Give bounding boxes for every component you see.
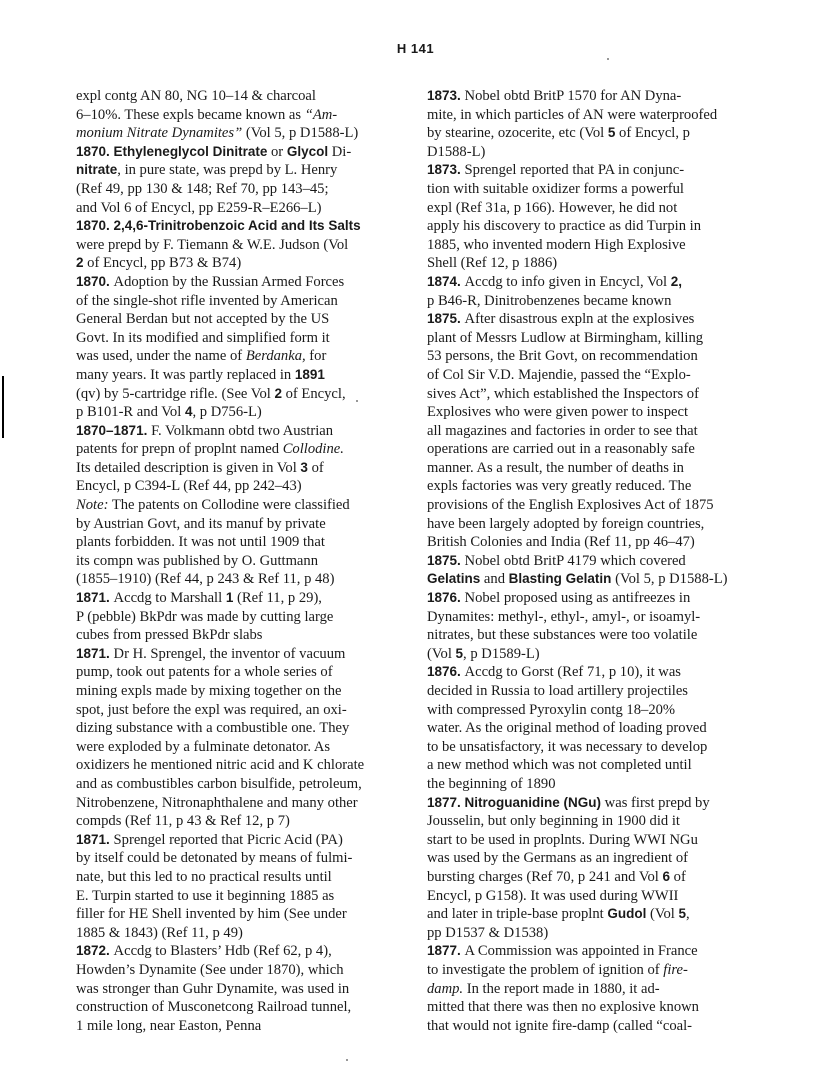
text-run: General Berdan but not accepted by the US — [76, 311, 330, 328]
text-run: by Austrian Govt, and its manuf by private — [76, 515, 326, 532]
text-run: mining expls made by mixing together on the — [76, 683, 342, 699]
text-run: expls factories was very greatly reduced. The — [427, 478, 692, 495]
text-run: Dr H. Sprengel, the inventor of vacuum — [113, 645, 346, 662]
text-run: have been largely adopted by foreign countries, — [427, 515, 705, 532]
text-run: Blasting Gelatin — [508, 571, 612, 587]
text-run: pump, took out patents for a whole series of — [76, 664, 333, 681]
page-number: H 141 — [396, 41, 435, 56]
text-run: , p D756-L) — [192, 404, 262, 421]
text-run: mitted that there was then no explosive known — [427, 999, 699, 1016]
text-run: Sprengel reported that PA in conjunc- — [464, 162, 685, 179]
text-line — [76, 273, 394, 292]
text-line — [427, 180, 745, 199]
text-line — [76, 459, 394, 478]
text-line — [427, 738, 745, 757]
text-run: Collodine. — [282, 441, 344, 458]
text-line — [76, 608, 394, 627]
text-line — [427, 849, 745, 868]
text-run: to investigate the problem of ignition of — [427, 961, 664, 978]
text-run: (Ref 11, p 29), — [233, 590, 322, 607]
text-run: of Encycl, p — [615, 125, 690, 142]
text-line — [427, 515, 745, 534]
text-run: E. Turpin started to use it beginning 1885 as — [76, 887, 335, 904]
text-line — [427, 422, 745, 441]
text-line — [427, 905, 745, 924]
text-line — [76, 143, 394, 162]
text-line — [427, 143, 745, 162]
text-line — [76, 868, 394, 887]
text-run: by stearine, ozocerite, etc (Vol — [427, 125, 608, 142]
text-run: pp D1537 & D1538) — [427, 924, 549, 941]
text-run: 5 — [455, 645, 464, 661]
text-line — [76, 775, 394, 794]
text-line — [427, 254, 745, 273]
text-line — [76, 794, 394, 813]
text-line — [427, 87, 745, 106]
text-run: Encycl, p C394-L (Ref 44, pp 242–43) — [76, 478, 302, 495]
text-run: Gelatins — [427, 571, 481, 587]
text-line — [76, 701, 394, 720]
text-run: 1891 — [294, 366, 325, 382]
text-run: 1 mile long, near Easton, Penna — [76, 1017, 262, 1034]
text-run: spot, just before the expl was required, an oxi- — [76, 701, 347, 718]
text-line — [427, 310, 745, 329]
text-line — [427, 347, 745, 366]
text-line — [427, 273, 745, 292]
text-run: 1885, who invented modern High Explosive — [427, 236, 686, 253]
text-run: plants forbidden. It was not until 1909 that — [76, 534, 325, 551]
text-line — [76, 1017, 394, 1036]
text-run: and — [480, 571, 509, 588]
text-run: oxidizers he mentioned nitric acid and K chlorate — [76, 757, 365, 774]
text-line — [76, 552, 394, 571]
text-run: construction of Musconetcong Railroad tunnel, — [76, 999, 352, 1016]
text-run: of the single-shot rifle invented by American — [76, 292, 338, 309]
text-run: Accdg to Marshall — [113, 590, 226, 607]
text-line — [427, 626, 745, 645]
text-line — [76, 347, 394, 366]
speck — [607, 58, 609, 60]
text-line — [427, 719, 745, 738]
text-run: 1873. — [427, 88, 465, 103]
text-line — [76, 626, 394, 645]
text-run: dizing substance with a combustible one. They — [76, 720, 350, 737]
text-run: nitrate — [76, 162, 118, 178]
text-line — [76, 663, 394, 682]
text-run: of — [307, 459, 324, 476]
text-line — [427, 459, 745, 478]
text-run: Explosives who were given power to inspect — [427, 404, 689, 421]
text-line — [76, 961, 394, 980]
text-line — [427, 329, 745, 348]
text-run: of Encycl, pp B73 & B74) — [83, 255, 242, 272]
text-run: Nobel proposed using as antifreezes in — [464, 590, 691, 607]
text-line — [427, 961, 745, 980]
text-run: and Vol 6 of Encycl, pp E259-R–E266–L) — [76, 199, 322, 216]
text-run: 2, — [670, 273, 682, 289]
text-run: 1870–1871. — [76, 422, 152, 438]
text-run: was used, under the name of — [76, 348, 246, 365]
text-run: Jousselin, but only beginning in 1900 did it — [427, 813, 680, 830]
text-line — [76, 292, 394, 311]
text-line — [76, 366, 394, 385]
text-run: 1 — [225, 590, 234, 606]
text-line — [427, 440, 745, 459]
text-run: Berdanka, — [245, 348, 306, 365]
text-run: water. As the original method of loading proved — [427, 720, 707, 737]
text-run: 4 — [184, 404, 193, 420]
text-run: Accdg to info given in Encycl, Vol — [464, 273, 671, 290]
text-line — [427, 385, 745, 404]
text-line — [427, 645, 745, 664]
speck — [346, 1059, 348, 1061]
text-line — [427, 1017, 745, 1036]
text-run: to be unsatisfactory, it was necessary to develop — [427, 738, 708, 755]
text-line — [427, 477, 745, 496]
text-run: cubes from pressed BkPdr slabs — [76, 627, 263, 644]
text-line — [427, 570, 745, 589]
text-line — [427, 106, 745, 125]
text-run: (qv) by 5-cartridge rifle. (See Vol — [76, 385, 275, 402]
text-run: (Vol — [646, 906, 679, 923]
text-run: all magazines and factories in order to see that — [427, 422, 698, 439]
text-run: were prepd by F. Tiemann & W.E. Judson (Vol — [76, 236, 349, 253]
text-run: 1870. 2,4,6-Trinitrobenzoic Acid and Its Salts — [76, 218, 361, 234]
text-run: F. Volkmann obtd two Austrian — [151, 422, 334, 439]
text-run: nate, but this led to no practical results until — [76, 868, 332, 885]
text-line — [427, 887, 745, 906]
text-line — [76, 440, 394, 459]
text-line — [76, 515, 394, 534]
text-run: or — [267, 143, 287, 160]
text-line — [427, 663, 745, 682]
text-line — [76, 124, 394, 143]
text-line — [76, 756, 394, 775]
text-run: Glycol — [286, 143, 329, 159]
text-run: Encycl, p G158). It was used during WWII — [427, 887, 679, 904]
text-run: Nobel obtd BritP 1570 for AN Dyna- — [464, 88, 682, 104]
text-line — [76, 329, 394, 348]
text-run: 5 — [678, 906, 687, 922]
text-line — [76, 106, 394, 125]
text-run: and later in triple-base proplnt — [427, 906, 608, 923]
text-run: decided in Russia to load artillery projectiles — [427, 683, 688, 699]
text-line — [76, 905, 394, 924]
speck — [356, 400, 358, 402]
text-line — [76, 719, 394, 738]
text-line — [427, 701, 745, 720]
text-run: Nobel obtd BritP 4179 which covered — [464, 552, 686, 569]
text-line — [76, 831, 394, 850]
text-run: 1877. — [427, 943, 465, 959]
text-run: apply his discovery to practice as did Turpin in — [427, 218, 702, 235]
text-run: P (pebble) BkPdr was made by cutting large — [76, 608, 334, 625]
text-run: 2 — [274, 385, 282, 401]
text-line — [76, 161, 394, 180]
text-run: 5 — [607, 125, 616, 141]
text-run: Adoption by the Russian Armed Forces — [113, 273, 345, 290]
text-run: The patents on Collodine were classified — [108, 497, 350, 514]
text-run: p B101-R and Vol — [76, 404, 185, 421]
text-line — [76, 998, 394, 1017]
text-run: Sprengel reported that Picric Acid (PA) — [113, 831, 343, 848]
text-run: operations are carried out in a reasonably safe — [427, 441, 695, 458]
text-line — [427, 403, 745, 422]
text-run: 1872. — [76, 943, 114, 959]
text-line — [427, 292, 745, 311]
text-line — [76, 924, 394, 943]
text-run: Its detailed description is given in Vol — [76, 459, 301, 476]
text-line — [76, 645, 394, 664]
text-run: , in pure state, was prepd by L. Henry — [117, 162, 338, 179]
text-run: that would not ignite fire-damp (called “coal- — [427, 1017, 693, 1034]
text-line — [427, 682, 745, 701]
text-run: Nitrobenzene, Nitronaphthalene and many other — [76, 794, 358, 811]
text-line — [427, 533, 745, 552]
text-run: patents for prepn of proplnt named — [76, 441, 283, 458]
text-run: In the report made in 1880, it ad- — [463, 980, 660, 997]
text-run: bursting charges (Ref 70, p 241 and Vol — [427, 868, 663, 885]
text-line — [427, 756, 745, 775]
text-run: 1874. — [427, 273, 465, 289]
text-run: provisions of the English Explosives Act of 1875 — [427, 497, 714, 514]
text-run: nitrates, but these substances were too volatile — [427, 627, 698, 644]
text-run: Govt. In its modified and simplified form it — [76, 329, 330, 346]
text-run: plant of Messrs Ludlow at Birmingham, killing — [427, 329, 704, 346]
text-line — [427, 236, 745, 255]
text-run: was first prepd by — [601, 794, 710, 811]
left-column — [76, 87, 394, 1035]
text-run: After disastrous expln at the explosives — [464, 311, 695, 328]
text-run: 1877. Nitroguanidine (NGu) — [427, 794, 602, 810]
text-run: Dynamites: methyl-, ethyl-, amyl-, or isoamyl- — [427, 608, 701, 625]
text-run: 53 persons, the Brit Govt, on recommendation — [427, 348, 698, 365]
text-run: of — [670, 868, 686, 885]
text-run: 3 — [300, 459, 308, 475]
margin-bar — [2, 376, 4, 438]
text-run: “Am- — [304, 106, 338, 123]
text-run: Howden’s Dynamite (See under 1870), which — [76, 961, 344, 978]
text-run: manner. As a result, the number of deaths in — [427, 459, 684, 476]
text-run: (1855–1910) (Ref 44, p 243 & Ref 11, p 48) — [76, 571, 335, 588]
text-line — [427, 496, 745, 515]
text-run: fire- — [663, 961, 688, 978]
text-run: was used by the Germans as an ingredient of — [427, 850, 688, 867]
text-run: (Vol — [427, 645, 456, 662]
text-run: 1876. — [427, 664, 465, 680]
text-line — [76, 533, 394, 552]
text-line — [76, 236, 394, 255]
text-run: (Ref 49, pp 130 & 148; Ref 70, pp 143–45; — [76, 180, 329, 197]
text-run: 1876. — [427, 590, 465, 606]
text-line — [427, 366, 745, 385]
text-run: start to be used in proplnts. During WWI NGu — [427, 831, 698, 848]
text-line — [76, 310, 394, 329]
text-run: 1871. — [76, 590, 114, 606]
text-run: mite, in which particles of AN were waterproofed — [427, 106, 718, 123]
text-run: 6 — [662, 868, 671, 884]
text-run: 1870. — [76, 143, 114, 159]
text-line — [76, 887, 394, 906]
text-line — [427, 942, 745, 961]
text-run: (Vol 5, p D1588-L) — [611, 571, 728, 588]
text-line — [427, 980, 745, 999]
text-run: 2 — [76, 255, 84, 271]
text-run: Shell (Ref 12, p 1886) — [427, 255, 558, 272]
text-run: expl (Ref 31a, p 166). However, he did not — [427, 199, 678, 216]
text-run: Accdg to Gorst (Ref 71, p 10), it was — [464, 664, 681, 681]
text-line — [76, 254, 394, 273]
text-run: 1871. — [76, 831, 114, 847]
text-line — [427, 124, 745, 143]
text-run: Ethyleneglycol Dinitrate — [113, 143, 268, 159]
text-line — [427, 794, 745, 813]
text-run: 1871. — [76, 645, 114, 661]
text-line — [427, 998, 745, 1017]
text-run: by itself could be detonated by means of fulmi- — [76, 850, 353, 867]
text-line — [427, 199, 745, 218]
text-line — [427, 812, 745, 831]
text-run: sives Act”, which established the Inspectors of — [427, 385, 699, 402]
text-run: A Commission was appointed in France — [464, 943, 698, 960]
text-run: (Vol 5, p D1588-L) — [242, 125, 359, 142]
text-line — [76, 980, 394, 999]
text-line — [76, 422, 394, 441]
text-line — [427, 924, 745, 943]
text-line — [76, 570, 394, 589]
text-run: its compn was published by O. Guttmann — [76, 552, 318, 569]
text-run: Note: — [76, 497, 109, 514]
text-run: of Col Sir V.D. Majendie, passed the “Explo- — [427, 366, 691, 383]
text-line — [427, 217, 745, 236]
text-run: many years. It was partly replaced in — [76, 366, 295, 383]
text-run: D1588-L) — [427, 143, 486, 160]
text-run: British Colonies and India (Ref 11, pp 46–47) — [427, 534, 695, 551]
text-run: and as combustibles carbon bisulfide, petroleum, — [76, 775, 362, 792]
text-run: the beginning of 1890 — [427, 775, 556, 792]
text-run: for — [305, 348, 327, 365]
text-run: Gudol — [607, 906, 647, 922]
text-run: 1873. — [427, 162, 465, 178]
text-run: damp. — [427, 980, 464, 997]
text-line — [76, 942, 394, 961]
text-line — [76, 217, 394, 236]
text-run: was stronger than Guhr Dynamite, was used in — [76, 980, 350, 997]
text-run: 1875. — [427, 311, 465, 327]
text-line — [427, 552, 745, 571]
text-run: tion with suitable oxidizer forms a powerful — [427, 180, 684, 197]
text-line — [427, 608, 745, 627]
text-run: p B46-R, Dinitrobenzenes became known — [427, 292, 672, 309]
text-line — [76, 812, 394, 831]
text-run: 1870. — [76, 273, 114, 289]
text-line — [427, 589, 745, 608]
text-run: 1885 & 1843) (Ref 11, p 49) — [76, 924, 243, 941]
text-line — [427, 868, 745, 887]
text-line — [76, 199, 394, 218]
text-run: monium Nitrate Dynamites” — [76, 125, 243, 142]
text-run: Accdg to Blasters’ Hdb (Ref 62, p 4), — [113, 943, 332, 960]
text-run: Di- — [328, 143, 352, 160]
text-line — [427, 161, 745, 180]
text-line — [76, 849, 394, 868]
text-run: a new method which was not completed until — [427, 757, 692, 774]
text-line — [76, 738, 394, 757]
text-line — [76, 403, 394, 422]
text-run: expl contg AN 80, NG 10–14 & charcoal — [76, 88, 316, 104]
text-line — [76, 385, 394, 404]
text-line — [76, 477, 394, 496]
text-line — [427, 831, 745, 850]
text-run: , p D1589-L) — [463, 645, 540, 662]
text-run: , — [686, 906, 690, 923]
text-line — [76, 87, 394, 106]
text-line — [76, 682, 394, 701]
text-run: compds (Ref 11, p 43 & Ref 12, p 7) — [76, 813, 290, 830]
text-run: of Encycl, — [281, 385, 346, 402]
text-line — [76, 180, 394, 199]
text-line — [76, 496, 394, 515]
text-line — [427, 775, 745, 794]
text-run: with compressed Pyroxylin contg 18–20% — [427, 701, 676, 718]
right-column — [427, 87, 745, 1035]
text-run: were exploded by a fulminate detonator. As — [76, 738, 331, 755]
text-run: filler for HE Shell invented by him (See under — [76, 906, 347, 923]
text-run: 6–10%. These expls became known as — [76, 106, 305, 123]
text-line — [76, 589, 394, 608]
text-run: 1875. — [427, 552, 465, 568]
